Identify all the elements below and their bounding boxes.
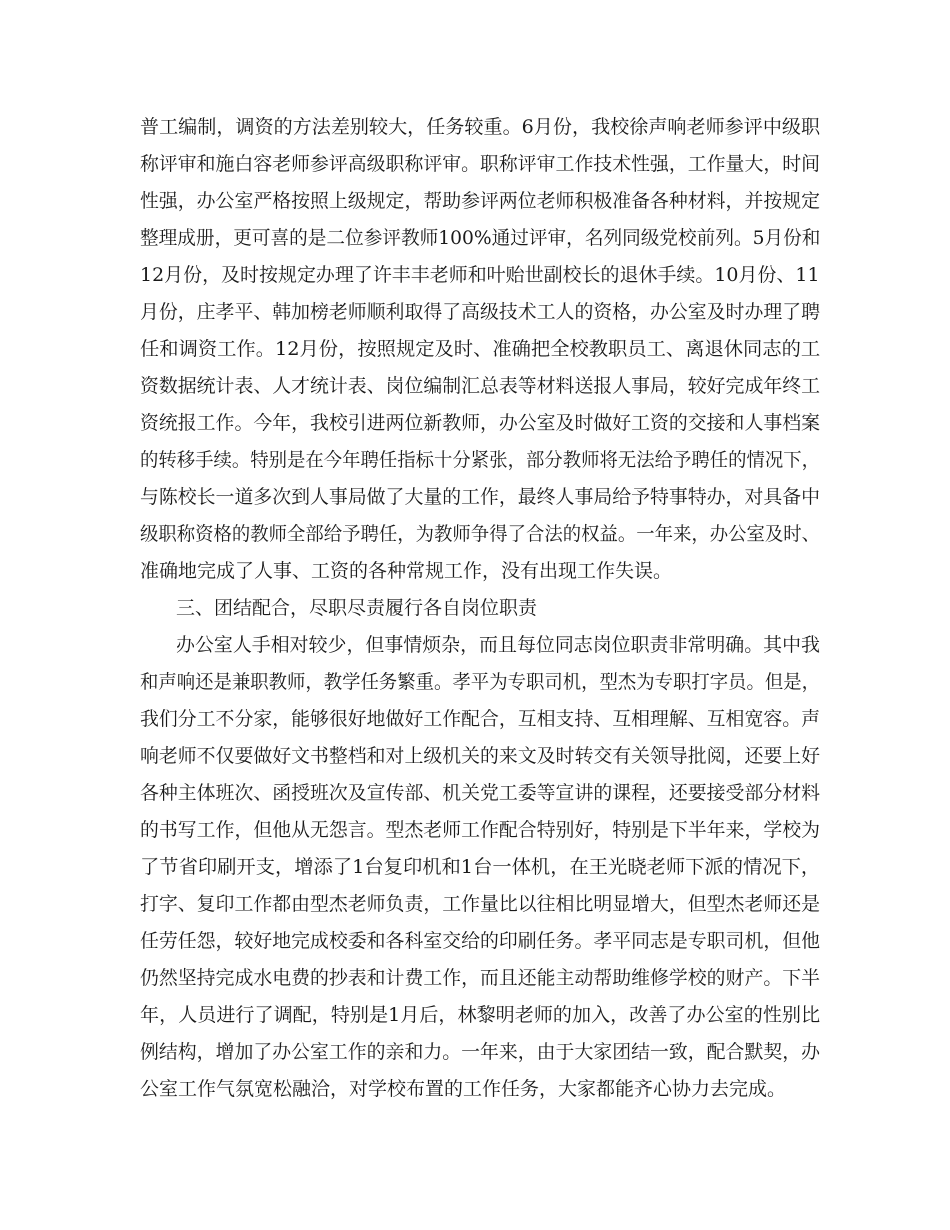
paragraph-2-line-7: 了节省印刷开支，增添了1台复印机和1台一体机，在王光晓老师下派的情况下， (140, 856, 821, 878)
paragraph-1-line-12: 级职称资格的教师全部给予聘任，为教师争得了合法的权益。一年来，办公室及时、 (140, 523, 821, 545)
paragraph-1-line-13: 准确地完成了人事、工资的各种常规工作，没有出现工作失误。 (140, 560, 673, 582)
paragraph-2-line-5: 各种主体班次、函授班次及宣传部、机关党工委等宣讲的课程，还要接受部分材料 (140, 782, 821, 804)
paragraph-2-line-12: 例结构，增加了办公室工作的亲和力。一年来，由于大家团结一致，配合默契，办 (140, 1041, 821, 1063)
paragraph-1-line-6: 月份，庄孝平、韩加榜老师顺利取得了高级技术工人的资格，办公室及时办理了聘 (140, 301, 821, 323)
paragraph-1-line-4: 整理成册，更可喜的是二位参评教师100%通过评审，名列同级党校前列。5月份和 (140, 227, 821, 249)
paragraph-1-line-2: 称评审和施白容老师参评高级职称评审。职称评审工作技术性强，工作量大，时间 (140, 153, 821, 175)
paragraph-1-line-9: 资统报工作。今年，我校引进两位新教师，办公室及时做好工资的交接和人事档案 (140, 412, 821, 434)
paragraph-2-line-3: 我们分工不分家，能够很好地做好工作配合，互相支持、互相理解、互相宽容。声 (140, 708, 821, 730)
paragraph-2-line-13: 公室工作气氛宽松融洽，对学校布置的工作任务，大家都能齐心协力去完成。 (140, 1078, 787, 1100)
paragraph-1-line-7: 任和调资工作。12月份，按照规定及时、准确把全校教职员工、离退休同志的工 (140, 338, 821, 360)
paragraph-1-line-8: 资数据统计表、人才统计表、岗位编制汇总表等材料送报人事局，较好完成年终工 (140, 375, 821, 397)
paragraph-2-line-2: 和声响还是兼职教师，教学任务繁重。孝平为专职司机，型杰为专职打字员。但是， (140, 671, 821, 693)
paragraph-2-line-11: 年，人员进行了调配，特别是1月后，林黎明老师的加入，改善了办公室的性别比 (140, 1004, 821, 1026)
paragraph-2-line-10: 仍然坚持完成水电费的抄表和计费工作，而且还能主动帮助维修学校的财产。下半 (140, 967, 821, 989)
paragraph-1-line-5: 12月份，及时按规定办理了许丰丰老师和叶贻世副校长的退休手续。10月份、11 (140, 264, 820, 286)
paragraph-2-line-8: 打字、复印工作都由型杰老师负责，工作量比以往相比明显增大，但型杰老师还是 (140, 893, 821, 915)
paragraph-1-line-3: 性强，办公室严格按照上级规定，帮助参评两位老师积极准备各种材料，并按规定 (140, 190, 821, 212)
paragraph-2-line-4: 响老师不仅要做好文书整档和对上级机关的来文及时转交有关领导批阅，还要上好 (140, 745, 821, 767)
paragraph-1-line-1: 普工编制，调资的方法差别较大，任务较重。6月份，我校徐声响老师参评中级职 (140, 116, 821, 138)
section-heading-3: 三、团结配合，尽职尽责履行各自岗位职责 (176, 597, 538, 619)
paragraph-1-line-11: 与陈校长一道多次到人事局做了大量的工作，最终人事局给予特事特办，对具备中 (140, 486, 821, 508)
paragraph-2-line-6: 的书写工作，但他从无怨言。型杰老师工作配合特别好，特别是下半年来，学校为 (140, 819, 821, 841)
paragraph-1-line-10: 的转移手续。特别是在今年聘任指标十分紧张，部分教师将无法给予聘任的情况下， (140, 449, 821, 471)
paragraph-2-line-1: 办公室人手相对较少，但事情烦杂，而且每位同志岗位职责非常明确。其中我 (176, 634, 821, 656)
paragraph-2-line-9: 任劳任怨，较好地完成校委和各科室交给的印刷任务。孝平同志是专职司机，但他 (140, 930, 821, 952)
